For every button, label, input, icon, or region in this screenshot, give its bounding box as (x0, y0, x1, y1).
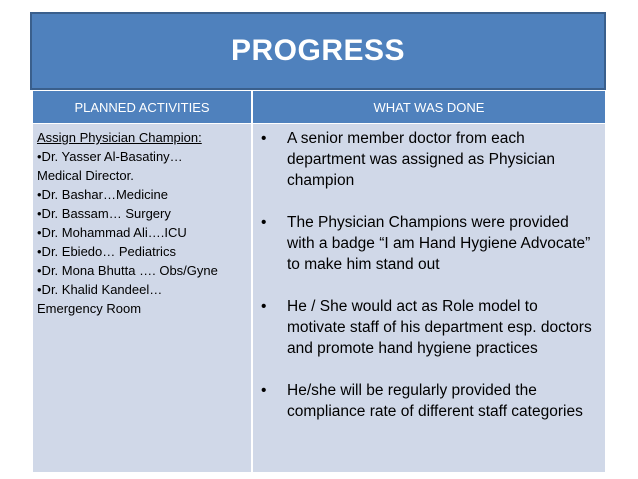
planned-line: •Dr. Yasser Al-Basatiny… (37, 149, 183, 164)
bullet-icon: • (261, 130, 267, 147)
list-item (261, 380, 597, 422)
planned-line: Medical Director. (37, 168, 134, 183)
planned-line: •Dr. Mohammad Ali….ICU (37, 225, 187, 240)
planned-line: •Dr. Ebiedo… Pediatrics (37, 244, 176, 259)
header-planned-activities: PLANNED ACTIVITIES (74, 99, 210, 115)
list-item (261, 128, 597, 191)
page-title: PROGRESS (230, 34, 406, 67)
bullet-icon: • (261, 298, 267, 315)
bullet-icon: • (261, 382, 267, 399)
list-item-text: He / She would act as Role model to motivate staff of his department esp. doctors and promote hand hygiene practices (287, 298, 592, 357)
list-item (261, 296, 597, 359)
planned-line: •Dr. Bashar…Medicine (37, 187, 168, 202)
planned-heading: Assign Physician Champion: (37, 130, 202, 145)
planned-line: Emergency Room (37, 301, 142, 316)
list-item-text: A senior member doctor from each department was assigned as Physician champion (287, 130, 555, 189)
planned-line: •Dr. Mona Bhutta …. Obs/Gyne (37, 263, 218, 278)
column-divider (251, 124, 253, 472)
list-item (261, 212, 597, 275)
planned-line: •Dr. Bassam… Surgery (37, 206, 171, 221)
header-what-was-done: WHAT WAS DONE (373, 99, 485, 115)
bullet-icon: • (261, 214, 267, 231)
progress-table (33, 91, 605, 472)
what-was-done-cell (261, 128, 597, 443)
table-row (33, 124, 605, 472)
list-item-text: He/she will be regularly provided the compliance rate of different staff categories (287, 382, 583, 420)
title-banner (30, 12, 606, 90)
planned-line: •Dr. Khalid Kandeel… (37, 282, 163, 297)
list-item-text: The Physician Champions were provided with a badge “I am Hand Hygiene Advocate” to make him stand out (287, 214, 591, 273)
planned-activities-cell (37, 128, 249, 318)
table-header-row (33, 91, 605, 123)
